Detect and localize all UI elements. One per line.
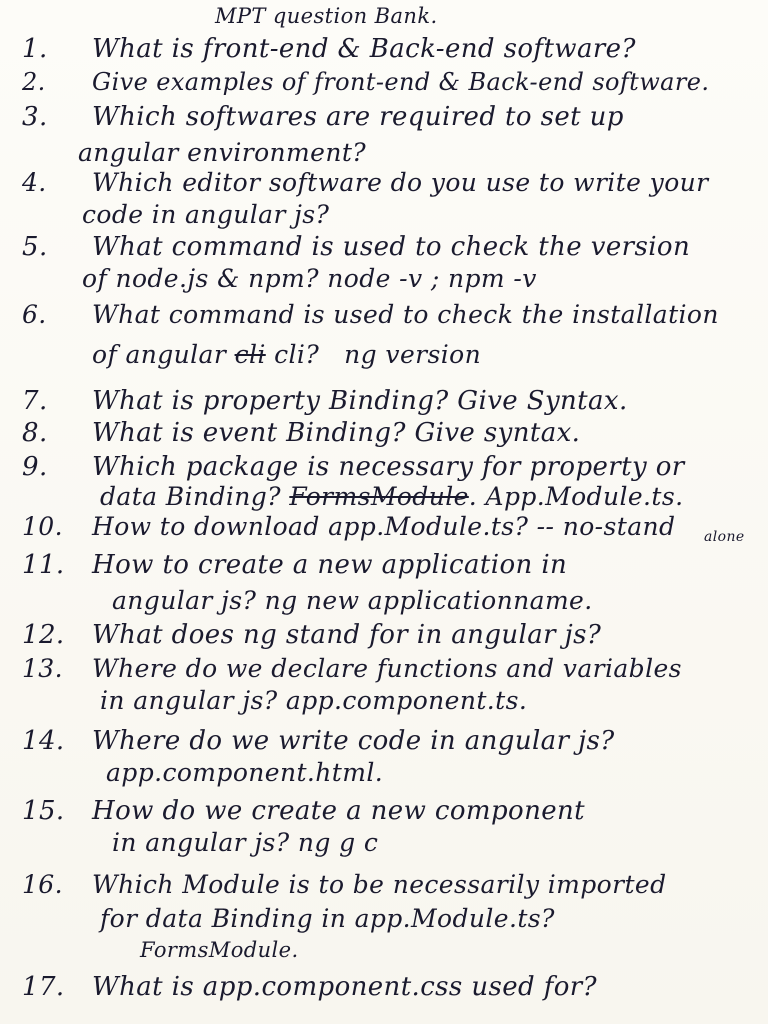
question-number: 15. [22,796,65,826]
question-15-continued: in angular js? ng g c [112,828,379,857]
question-text: Which editor software do you use to write your [92,168,709,197]
crossed-out-text: cli [234,340,266,369]
question-text: cli? [274,340,320,369]
answer-text: . App.Module.ts. [468,482,684,511]
question-3-continued: angular environment? [78,138,367,167]
question-3 [22,102,624,132]
question-number: 13. [22,654,63,683]
question-number: 6. [22,300,47,329]
question-number: 12. [22,620,65,650]
question-16 [22,870,667,899]
question-number: 14. [22,726,65,756]
question-text: What is front-end & Back-end software? [92,34,636,64]
question-text: Where do we write code in angular js? [92,726,615,756]
question-13 [22,654,682,683]
question-text: Which package is necessary for property or [92,452,685,482]
question-14 [22,726,615,756]
question-11-continued: angular js? ng new applicationname. [112,586,593,615]
question-5-continued: of node.js & npm? node -v ; npm -v [82,264,537,293]
question-15 [22,796,585,826]
question-text: How to download app.Module.ts? -- no-stand [92,512,676,541]
question-5 [22,232,690,262]
question-4 [22,168,709,197]
question-number: 3. [22,102,48,132]
answer-text: ng version [344,340,482,369]
question-text: What command is used to check the installation [92,300,719,329]
question-10 [22,512,675,541]
question-text: Which Module is to be necessarily imported [92,870,667,899]
crossed-out-text: FormsModule [289,482,469,511]
question-6-continued [92,340,481,369]
question-13-continued: in angular js? app.component.ts. [100,686,528,715]
question-number: 1. [22,34,48,64]
question-text: of angular [92,340,235,369]
question-text: What command is used to check the version [92,232,691,262]
question-1 [22,34,636,64]
question-text: Which softwares are required to set up [92,102,624,132]
question-17 [22,972,597,1002]
question-number: 4. [22,168,47,197]
question-text: What is app.component.css used for? [92,972,597,1002]
page-title: MPT question Bank. [215,4,438,28]
margin-note: alone [704,529,745,545]
question-number: 5. [22,232,48,262]
question-12 [22,620,601,650]
question-7 [22,386,628,416]
question-text: How do we create a new component [92,796,585,826]
question-9 [22,452,685,482]
question-8 [22,418,580,448]
question-16-continued: for data Binding in app.Module.ts? [100,904,555,933]
question-text: data Binding? [100,482,290,511]
question-text: What is property Binding? Give Syntax. [92,386,628,416]
question-number: 10. [22,512,63,541]
question-text: What is event Binding? Give syntax. [92,418,581,448]
question-text: How to create a new application in [92,550,568,580]
question-4-continued: code in angular js? [82,200,330,229]
question-text: Give examples of front-end & Back-end software. [92,68,710,96]
question-16-answer: FormsModule. [140,938,299,962]
question-text: Where do we declare functions and variables [92,654,682,683]
question-9-continued [100,482,683,511]
question-number: 8. [22,418,48,448]
question-number: 7. [22,386,48,416]
question-number: 9. [22,452,48,482]
question-2 [22,68,709,96]
question-14-continued: app.component.html. [106,758,384,787]
question-number: 16. [22,870,63,899]
question-number: 17. [22,972,65,1002]
question-number: 11. [22,550,65,580]
question-11 [22,550,567,580]
question-number: 2. [22,68,46,96]
question-6 [22,300,719,329]
question-text: What does ng stand for in angular js? [92,620,602,650]
